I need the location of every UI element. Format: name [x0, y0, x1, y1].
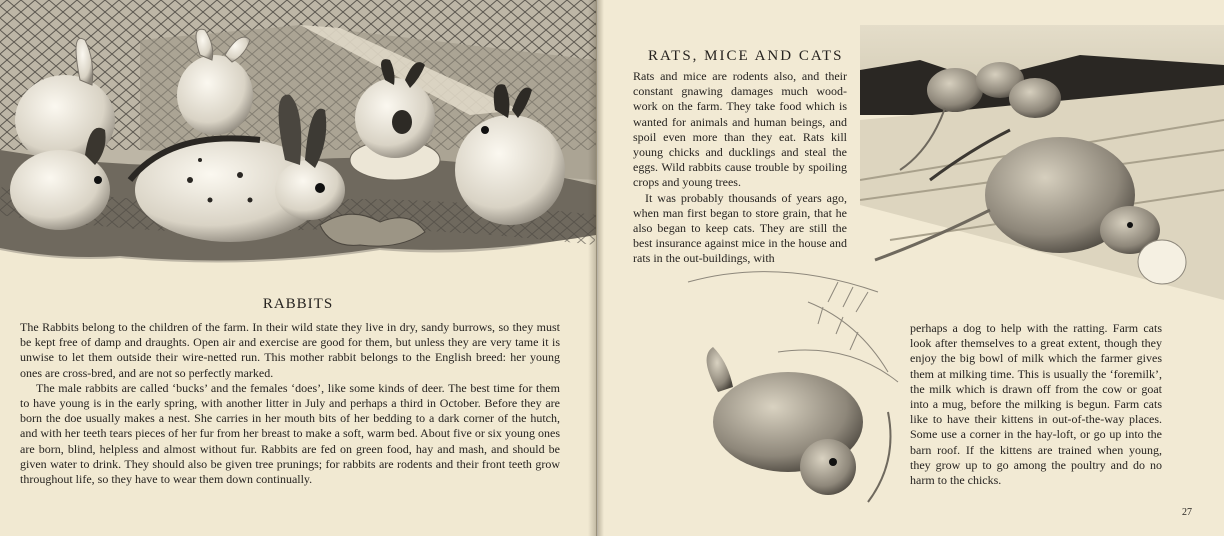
rabbits-paragraph-1: The Rabbits belong to the children of the farm. In their wild state they live in dry, sandy burrows, so they must be kept free of damp and draughts. Open air and exercise are good for them, but unless they are very tame it is unwise to let them outside their wire-netted run. This mother rabbit belongs to the English breed: her young ones are cross-bred, and are not so perfectly marked. [20, 320, 560, 380]
rabbits-paragraph-2: The male rabbits are called ‘bucks’ and the females ‘does’, like some kinds of deer. The best time for them to have young is in the early spring, with another litter in July and perhaps a third in October. Before they are born the doe usually makes a nest. She carries in her mouth bits of her bedding to a dark corner of the hutch, and with her teeth tears pieces of her fur from her breast to make a soft, warm bed. About five or six young ones are born, blind, helpless and almost without fur. Rabbits are fed on green food, hay and mash, and should be given water to drink. They should also be given tree prunings; for rabbits are rodents and their front teeth grow throughout life, so they have to wear them down continually. [20, 380, 560, 487]
rabbits-illustration [0, 0, 596, 282]
rats-paragraph-1: Rats and mice are rodents also, and their constant gnawing damages much wood-work on the farm. They take food which is wanted for animals and human beings, and spoil even more than they eat. Rats kill young chicks and ducklings and steal the eggs. Wild rabbits cause trouble by spoiling crops and young trees. [633, 69, 847, 190]
book-gutter [588, 0, 604, 536]
rabbits-text [20, 320, 560, 487]
cats-paragraph-2-start: It was probably thousands of years ago, when man first began to store grain, that he also began to keep cats. They are still the best insurance against mice in the house and rats in the out-buildings, with [633, 190, 847, 266]
rats-mice-text-column-2 [910, 321, 1162, 488]
cats-paragraph-2-end: perhaps a dog to help with the ratting. Farm cats look after themselves to a great extent, though they enjoy the big bowl of milk which the farmer gives them at milking time. This is usually the ‘foremilk’, the milk which is drawn off from the cow or goat into a mug, before the milking is begun. Farm cats like to have their kittens in out-of-the-way places. Some use a corner in the hay-loft, or go up into the barn roof. If the kittens are trained when young, they grow up to go among the poultry and do no harm to the chicks. [910, 321, 1162, 488]
rabbits-heading: RABBITS [262, 296, 334, 312]
left-page [0, 0, 597, 536]
rats-mice-text-column-1 [633, 69, 847, 267]
wild-rabbit-fern-illustration [658, 262, 948, 512]
rats-mice-cats-heading: RATS, MICE AND CATS [648, 48, 844, 64]
right-page [598, 0, 1224, 536]
page-number: 27 [1182, 507, 1192, 518]
wild-rabbit [707, 347, 863, 495]
